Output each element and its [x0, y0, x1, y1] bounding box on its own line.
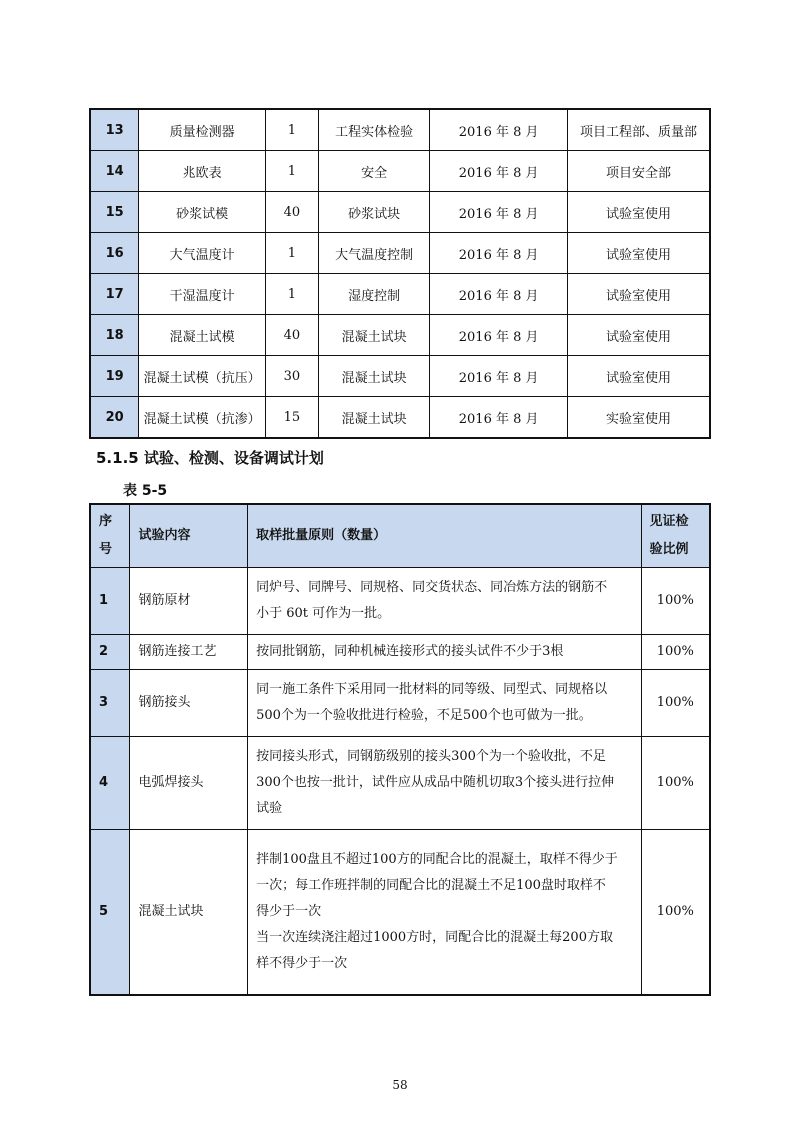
equipment-name: 混凝土试模（抗压） — [139, 356, 266, 397]
row-number: 20 — [90, 397, 139, 439]
equipment-quantity: 1 — [265, 274, 318, 315]
row-number: 19 — [90, 356, 139, 397]
table-row — [90, 737, 710, 830]
equipment-name: 砂浆试模 — [139, 192, 266, 233]
sampling-principle — [248, 830, 641, 996]
row-number: 14 — [90, 151, 139, 192]
row-number: 17 — [90, 274, 139, 315]
table-row — [90, 192, 710, 233]
equipment-table — [89, 108, 711, 439]
row-number: 1 — [90, 568, 130, 635]
sampling-principle — [248, 670, 641, 737]
principle-line: 按同接头形式，同钢筋级别的接头300个为一个验收批，不足 — [256, 749, 606, 764]
principle-line: 一次；每工作班拌制的同配合比的混凝土不足100盘时取样不 — [256, 878, 606, 893]
table-row — [90, 670, 710, 737]
equipment-name: 混凝土试模（抗渗） — [139, 397, 266, 439]
principle-line: 小于 60t 可作为一批。 — [256, 606, 391, 621]
equipment-date: 2016 年 8 月 — [430, 397, 568, 439]
equipment-name: 混凝土试模 — [139, 315, 266, 356]
equipment-name: 干湿温度计 — [139, 274, 266, 315]
equipment-quantity: 1 — [265, 109, 318, 151]
equipment-use: 混凝土试块 — [318, 397, 430, 439]
equipment-quantity: 40 — [265, 192, 318, 233]
table-row — [90, 233, 710, 274]
test-content: 钢筋连接工艺 — [130, 635, 248, 670]
equipment-department: 试验室使用 — [567, 274, 710, 315]
equipment-date: 2016 年 8 月 — [430, 192, 568, 233]
equipment-quantity: 40 — [265, 315, 318, 356]
header-witness-rate — [641, 504, 710, 568]
header-test-content: 试验内容 — [130, 504, 248, 568]
table-row — [90, 109, 710, 151]
row-number: 2 — [90, 635, 130, 670]
equipment-department: 项目安全部 — [567, 151, 710, 192]
equipment-name: 质量检测器 — [139, 109, 266, 151]
header-number — [90, 504, 130, 568]
row-number: 15 — [90, 192, 139, 233]
equipment-use: 混凝土试块 — [318, 356, 430, 397]
page-number: 58 — [392, 1078, 408, 1092]
equipment-use: 湿度控制 — [318, 274, 430, 315]
equipment-quantity: 1 — [265, 233, 318, 274]
equipment-name: 兆欧表 — [139, 151, 266, 192]
header-sampling-principle: 取样批量原则（数量） — [248, 504, 641, 568]
equipment-department: 实验室使用 — [567, 397, 710, 439]
equipment-date: 2016 年 8 月 — [430, 356, 568, 397]
principle-line: 当一次连续浇注超过1000方时，同配合比的混凝土每200方取 — [256, 930, 613, 945]
principle-line: 样不得少于一次 — [256, 956, 348, 971]
equipment-quantity: 15 — [265, 397, 318, 439]
test-content: 钢筋接头 — [130, 670, 248, 737]
principle-line: 同炉号、同牌号、同规格、同交货状态、同冶炼方法的钢筋不 — [256, 580, 608, 595]
table-row — [90, 635, 710, 670]
row-number: 4 — [90, 737, 130, 830]
principle-line: 按同批钢筋，同种机械连接形式的接头试件不少于3根 — [256, 644, 564, 659]
equipment-date: 2016 年 8 月 — [430, 233, 568, 274]
witness-rate: 100% — [641, 737, 710, 830]
principle-line: 500个为一个验收批进行检验，不足500个也可做为一批。 — [256, 708, 592, 723]
table-row — [90, 274, 710, 315]
table-caption: 表 5-5 — [123, 483, 168, 499]
equipment-name: 大气温度计 — [139, 233, 266, 274]
witness-rate: 100% — [641, 635, 710, 670]
header-rate-line: 见证检 — [649, 514, 689, 529]
table-row — [90, 356, 710, 397]
header-rate-line: 验比例 — [649, 542, 689, 557]
equipment-department: 试验室使用 — [567, 356, 710, 397]
row-number: 16 — [90, 233, 139, 274]
equipment-use: 大气温度控制 — [318, 233, 430, 274]
table-row — [90, 397, 710, 439]
equipment-date: 2016 年 8 月 — [430, 109, 568, 151]
table-header-row — [90, 504, 710, 568]
equipment-department: 试验室使用 — [567, 315, 710, 356]
equipment-date: 2016 年 8 月 — [430, 151, 568, 192]
sampling-principle — [248, 568, 641, 635]
row-number: 3 — [90, 670, 130, 737]
test-content: 混凝土试块 — [130, 830, 248, 996]
header-number-line: 序 — [99, 514, 113, 529]
equipment-department: 试验室使用 — [567, 192, 710, 233]
test-plan-table — [89, 503, 711, 996]
equipment-use: 砂浆试块 — [318, 192, 430, 233]
witness-rate: 100% — [641, 568, 710, 635]
witness-rate: 100% — [641, 830, 710, 996]
principle-line: 同一施工条件下采用同一批材料的同等级、同型式、同规格以 — [256, 682, 608, 697]
sampling-principle — [248, 635, 641, 670]
test-content: 电弧焊接头 — [130, 737, 248, 830]
row-number: 18 — [90, 315, 139, 356]
equipment-date: 2016 年 8 月 — [430, 274, 568, 315]
equipment-date: 2016 年 8 月 — [430, 315, 568, 356]
equipment-department: 项目工程部、质量部 — [567, 109, 710, 151]
table-row — [90, 151, 710, 192]
row-number: 13 — [90, 109, 139, 151]
sampling-principle — [248, 737, 641, 830]
equipment-quantity: 1 — [265, 151, 318, 192]
equipment-use: 混凝土试块 — [318, 315, 430, 356]
principle-line: 试验 — [256, 801, 283, 816]
equipment-quantity: 30 — [265, 356, 318, 397]
test-content: 钢筋原材 — [130, 568, 248, 635]
row-number: 5 — [90, 830, 130, 996]
principle-line: 得少于一次 — [256, 904, 322, 919]
equipment-department: 试验室使用 — [567, 233, 710, 274]
equipment-use: 安全 — [318, 151, 430, 192]
header-number-line: 号 — [99, 542, 113, 557]
section-heading: 5.1.5 试验、检测、设备调试计划 — [96, 449, 324, 467]
principle-line: 拌制100盘且不超过100方的同配合比的混凝土，取样不得少于 — [256, 852, 618, 867]
table-row — [90, 830, 710, 996]
equipment-use: 工程实体检验 — [318, 109, 430, 151]
principle-line: 300个也按一批计，试件应从成品中随机切取3个接头进行拉伸 — [256, 775, 615, 790]
witness-rate: 100% — [641, 670, 710, 737]
table-row — [90, 568, 710, 635]
table-row — [90, 315, 710, 356]
